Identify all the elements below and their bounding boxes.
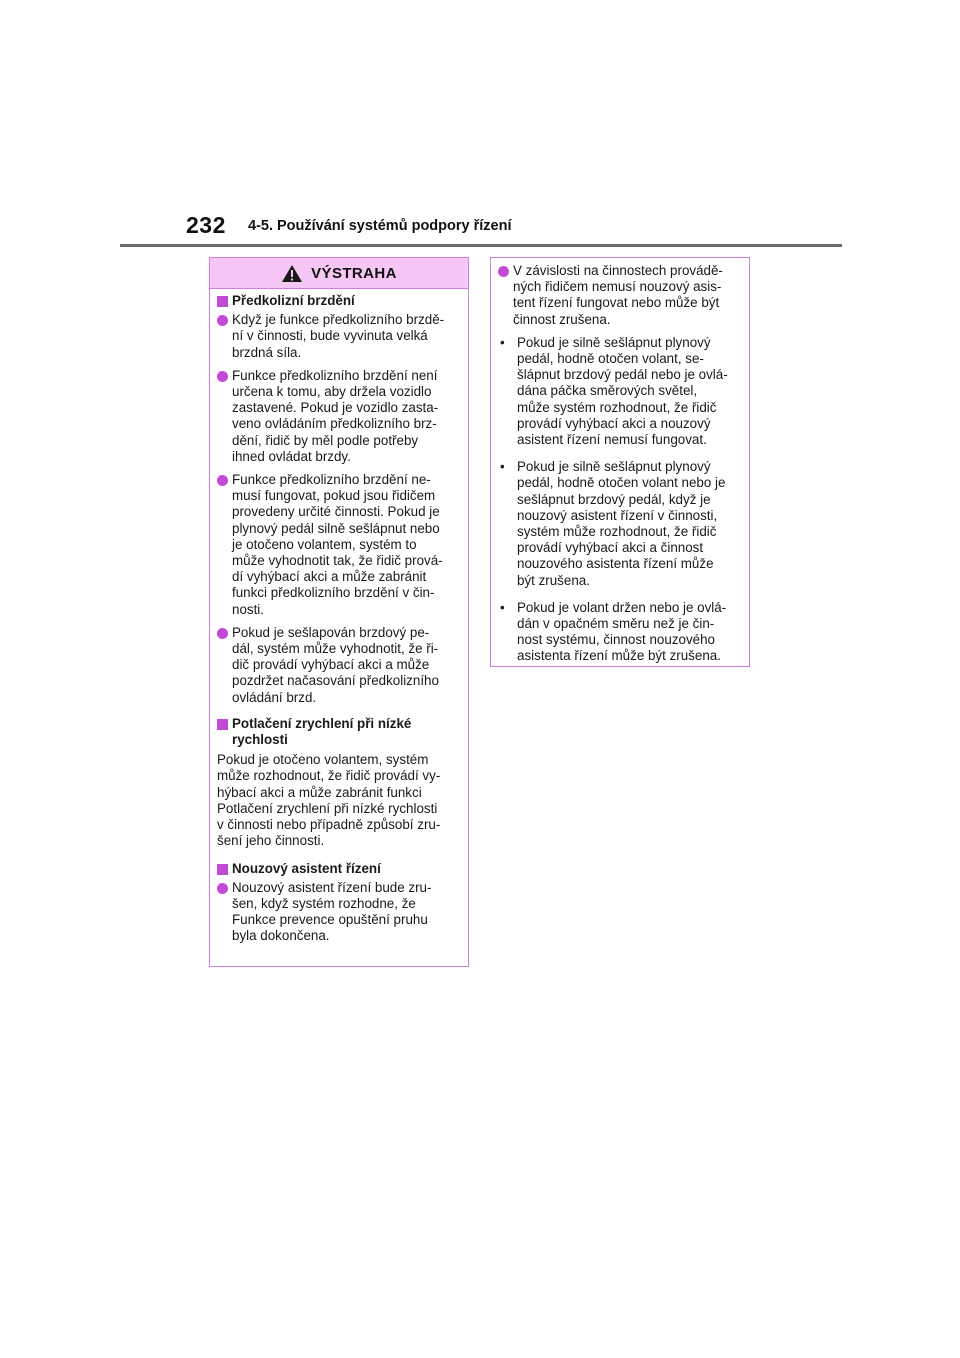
warning-content-left — [210, 289, 468, 951]
list-item-text: Funkce předkolizního brzdění ne- musí fungovat, pokud jsou řidičem provedeny určité činnosti. Pokud je plynový pedál silně sešlápnut nebo je otočeno volantem, systém to může vyhodnotit tak, že řidič prová- dí vyhýbací akci a může zabránit funkci předkolizního brzdění v čin- nosti. — [232, 472, 443, 617]
circle-bullet-icon — [498, 266, 509, 277]
list-item — [217, 368, 460, 465]
list-item — [217, 880, 460, 945]
list-item — [498, 263, 741, 328]
circle-bullet-icon — [217, 883, 228, 894]
header-rule — [120, 244, 842, 247]
section-heading — [217, 861, 460, 877]
circle-bullet-icon — [217, 475, 228, 486]
warning-content-right — [491, 258, 749, 671]
square-bullet-icon — [217, 864, 228, 875]
list-item-text: Když je funkce předkolizního brzdě- ní v činnosti, bude vyvinuta velká brzdná síla. — [232, 312, 445, 360]
sub-list-item-text: Pokud je silně sešlápnut plynový pedál, hodně otočen volant nebo je sešlápnut brzdový pedál, když je nouzový asistent řízení v činnosti, systém může rozhodnout, že řidič provádí vyhýbací akci a činnost nouzového asistenta řízení může být zrušena. — [517, 459, 726, 588]
list-item — [217, 312, 460, 361]
sub-bullet-mark: • — [500, 459, 505, 475]
warning-header — [210, 258, 468, 289]
section-title: 4-5. Používání systémů podpory řízení — [248, 218, 512, 234]
warning-box-continued — [490, 257, 750, 667]
sub-list-item-text: Pokud je silně sešlápnut plynový pedál, hodně otočen volant, se- šlápnut brzdový pedál nebo je ovlá- dána páčka směrových světel, může systém rozhodnout, že řidič provádí vyhýbací akci a nouzový asistent řízení nemusí fungovat. — [517, 334, 728, 448]
circle-bullet-icon — [217, 315, 228, 326]
list-item-text: Pokud je sešlapován brzdový pe- dál, systém může vyhodnotit, že ři- dič provádí vyhýbací akci a může pozdržet načasování předkolizního ovládání brzd. — [232, 624, 439, 705]
square-bullet-icon — [217, 719, 228, 730]
list-item — [217, 625, 460, 706]
square-bullet-icon — [217, 296, 228, 307]
heading-text: Nouzový asistent řízení — [232, 860, 381, 876]
sub-list-item-text: Pokud je volant držen nebo je ovlá- dán v opačném směru než je čin- nost systému, činnost nouzového asistenta řízení může být zrušena. — [517, 599, 727, 664]
sub-bullet-mark: • — [500, 334, 505, 350]
circle-bullet-icon — [217, 371, 228, 382]
list-item-text: V závislosti na činnostech provádě- ných řidičem nemusí nouzový asis- tent řízení fungovat nebo může být činnost zrušena. — [513, 263, 723, 327]
section-heading — [217, 293, 460, 309]
warning-box — [209, 257, 469, 967]
list-item-text: Funkce předkolizního brzdění není určena k tomu, aby držela vozidlo zastavené. Pokud je vozidlo zasta- veno ovládáním předkolizního brz- dění, řidič by měl podle potřeby ihned ovládat brzdy. — [232, 367, 439, 464]
list-item-text: Nouzový asistent řízení bude zru- šen, když systém rozhodne, že Funkce prevence opuštění pruhu byla dokončena. — [232, 879, 432, 944]
sub-bullet-mark: • — [500, 599, 505, 615]
section-heading — [217, 716, 460, 748]
sub-list-item — [498, 459, 741, 589]
circle-bullet-icon — [217, 628, 228, 639]
paragraph: Pokud je otočeno volantem, systém může rozhodnout, že řidič provádí vy- hýbací akci a může zabránit funkci Potlačení zrychlení při nízké rychlosti v činnosti nebo případně způsobí zru- šení jeho činnosti. — [217, 752, 441, 849]
warning-title: VÝSTRAHA — [311, 264, 397, 282]
sub-list-item — [498, 335, 741, 448]
sub-list-item — [498, 600, 741, 665]
page-number: 232 — [186, 212, 226, 238]
heading-text: Předkolizní brzdění — [232, 293, 355, 308]
warning-triangle-icon — [281, 264, 303, 283]
heading-text: Potlačení zrychlení při nízké rychlosti — [232, 715, 412, 748]
list-item — [217, 472, 460, 618]
